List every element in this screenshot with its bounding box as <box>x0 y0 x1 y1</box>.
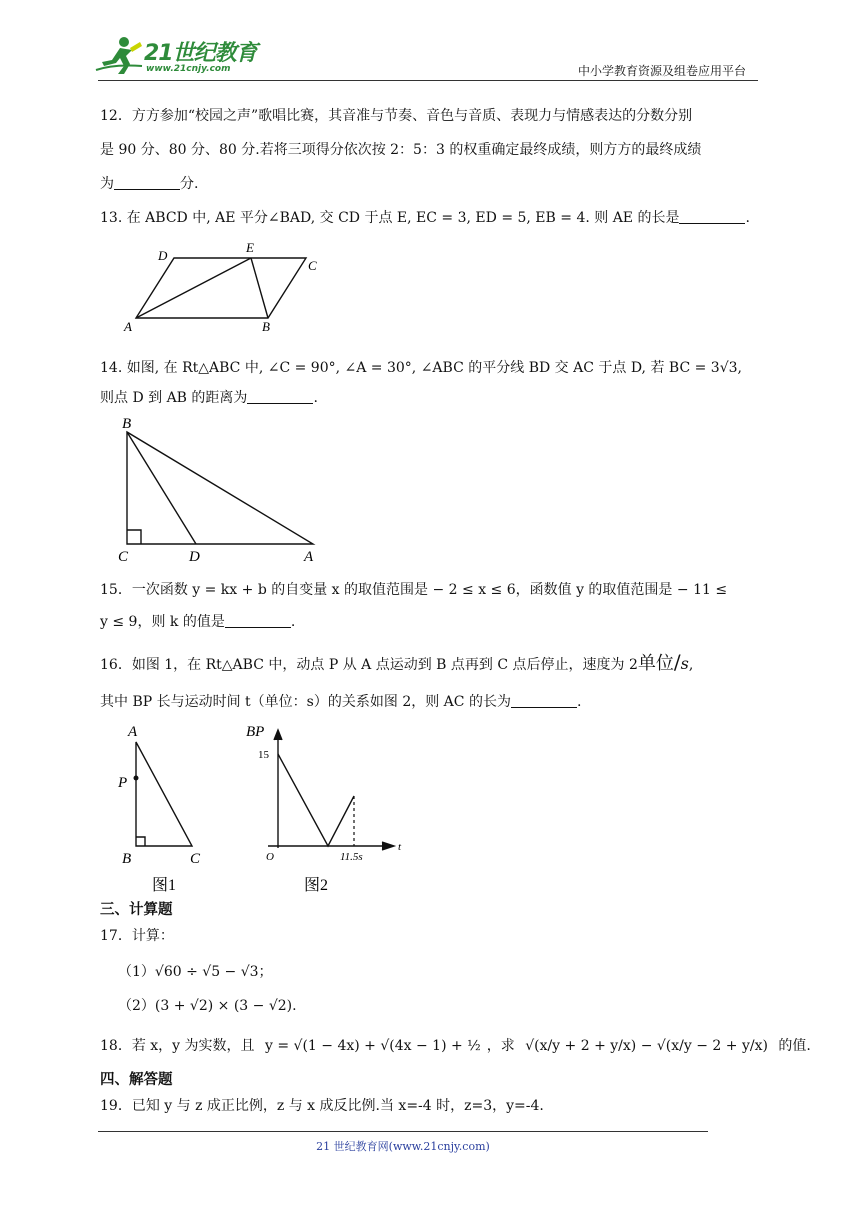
logo-url: www.21cnjy.com <box>146 64 231 74</box>
answer-blank <box>679 209 745 224</box>
unit-numerator: 单位 <box>637 653 674 674</box>
label-a: A <box>124 319 132 334</box>
header-rule <box>98 80 758 81</box>
label-a: A <box>128 724 138 740</box>
x-tick-11-5s: 11.5s <box>340 851 363 863</box>
right-angle-mark <box>127 530 141 544</box>
q18-expression: √(x/y + 2 + y/x) − √(x/y − 2 + y/x) <box>525 1038 768 1054</box>
logo-text: 21世纪教育 <box>144 41 257 66</box>
label-b: B <box>122 851 132 867</box>
label-d: D <box>158 248 168 263</box>
answer-blank <box>511 693 577 708</box>
label-c: C <box>308 258 317 273</box>
q18-line <box>100 1036 811 1056</box>
header <box>0 0 860 82</box>
fig2-caption: 图2 <box>304 877 329 894</box>
q13-end: . <box>745 210 750 226</box>
q13-line <box>100 208 750 228</box>
segment-ae <box>136 258 251 318</box>
label-d: D <box>189 549 200 564</box>
answer-blank <box>114 175 180 190</box>
unit-slash: / <box>673 650 681 674</box>
q17-stem: 17．计算： <box>100 928 174 944</box>
q17-part2: （2）(3 + √2) × (3 − √2). <box>118 998 297 1014</box>
label-c: C <box>118 549 129 564</box>
fig1-caption: 图1 <box>152 877 177 894</box>
right-triangle-figure <box>110 412 330 564</box>
y-axis-arrow <box>274 730 282 740</box>
q14-prefix: 则点 D 到 AB 的距离为 <box>100 390 248 406</box>
fig1-triangle <box>136 742 192 846</box>
label-c: C <box>190 851 201 867</box>
segment-eb <box>251 258 268 318</box>
figure-1 <box>112 720 212 896</box>
y-label: BP <box>246 724 265 740</box>
q16-end: . <box>576 694 582 710</box>
q14-line1: 14. 如图, 在 Rt△ABC 中, ∠C = 90°, ∠A = 30°, ∠ABC 的平分线 BD 交 AC 于点 D, 若 BC = 3√3, <box>100 360 742 376</box>
label-b: B <box>262 319 270 334</box>
q12-line3 <box>100 174 198 194</box>
section-4-title: 四、解答题 <box>100 1072 173 1088</box>
q16-line1 <box>100 652 693 675</box>
parallelogram-outline <box>136 258 306 318</box>
header-right-text: 中小学教育资源及组卷应用平台 <box>578 64 747 78</box>
label-b: B <box>122 416 132 432</box>
fig1-right-angle-mark <box>136 837 145 846</box>
q15-line1: 15．一次函数 y = kx + b 的自变量 x 的取值范围是 − 2 ≤ x ≤ 6，函数值 y 的取值范围是 − 11 ≤ <box>100 582 728 598</box>
runner-logo-icon <box>94 36 146 76</box>
label-e: E <box>246 240 254 255</box>
footer-rule <box>98 1131 708 1132</box>
q12-prefix: 为 <box>100 176 114 192</box>
footer-text: 21 世纪教育网(www.21cnjy.com) <box>316 1140 490 1153</box>
q15-end: . <box>290 614 296 630</box>
label-p: P <box>118 775 128 791</box>
q16-prefix: 其中 BP 长与运动时间 t（单位：s）的关系如图 2，则 AC 的长为 <box>100 694 511 710</box>
q18-intro: 18．若 x，y 为实数，且 <box>100 1038 255 1054</box>
q16-text: 16．如图 1，在 Rt△ABC 中，动点 P 从 A 点运动到 B 点再到 C 点后停止，速度为 2 <box>100 657 638 673</box>
x-label: t <box>398 841 402 853</box>
unit-denominator: s <box>680 654 689 673</box>
parallelogram-figure <box>120 238 340 338</box>
label-a: A <box>304 549 314 564</box>
q13-text: 13. 在 ABCD 中, AE 平分∠BAD, 交 CD 于点 E, EC = 3, ED = 5, EB = 4. 则 AE 的长是 <box>100 210 680 226</box>
q15-prefix: y ≤ 9，则 k 的值是 <box>100 614 225 630</box>
answer-blank <box>225 613 291 628</box>
q16-line2 <box>100 692 581 712</box>
figure-2 <box>240 720 410 896</box>
q17-part1: （1）√60 ÷ √5 − √3； <box>118 964 273 980</box>
q18-equation: y = √(1 − 4x) + √(4x − 1) + ½ <box>264 1038 481 1054</box>
point-p <box>134 776 139 781</box>
q16-comma: , <box>688 657 694 673</box>
section-3-title: 三、计算题 <box>100 902 173 918</box>
q18-ask: ，求 <box>486 1038 515 1054</box>
y-tick-15: 15 <box>258 749 269 761</box>
q12-line2: 是 90 分、80 分、80 分.若将三项得分依次按 2：5：3 的权重确定最终成绩，则方方的最终成绩 <box>100 142 702 158</box>
logo <box>94 36 264 78</box>
bp-graph-line <box>278 754 354 846</box>
x-axis-arrow <box>382 842 394 850</box>
q12-suffix: 分. <box>180 176 199 192</box>
triangle-outline <box>127 432 313 544</box>
q15-line2 <box>100 612 295 632</box>
q12-line1: 12．方方参加“校园之声”歌唱比赛，其音准与节奏、音色与音质、表现力与情感表达的分数分别 <box>100 108 693 124</box>
q19-text: 19．已知 y 与 z 成正比例，z 与 x 成反比例.当 x=-4 时，z=3，y=-4. <box>100 1098 544 1114</box>
q18-end: 的值. <box>778 1038 811 1054</box>
origin-label: O <box>266 851 274 863</box>
answer-blank <box>247 389 313 404</box>
q14-end: . <box>313 390 318 406</box>
segment-bd <box>127 432 196 544</box>
q14-line2 <box>100 388 318 408</box>
